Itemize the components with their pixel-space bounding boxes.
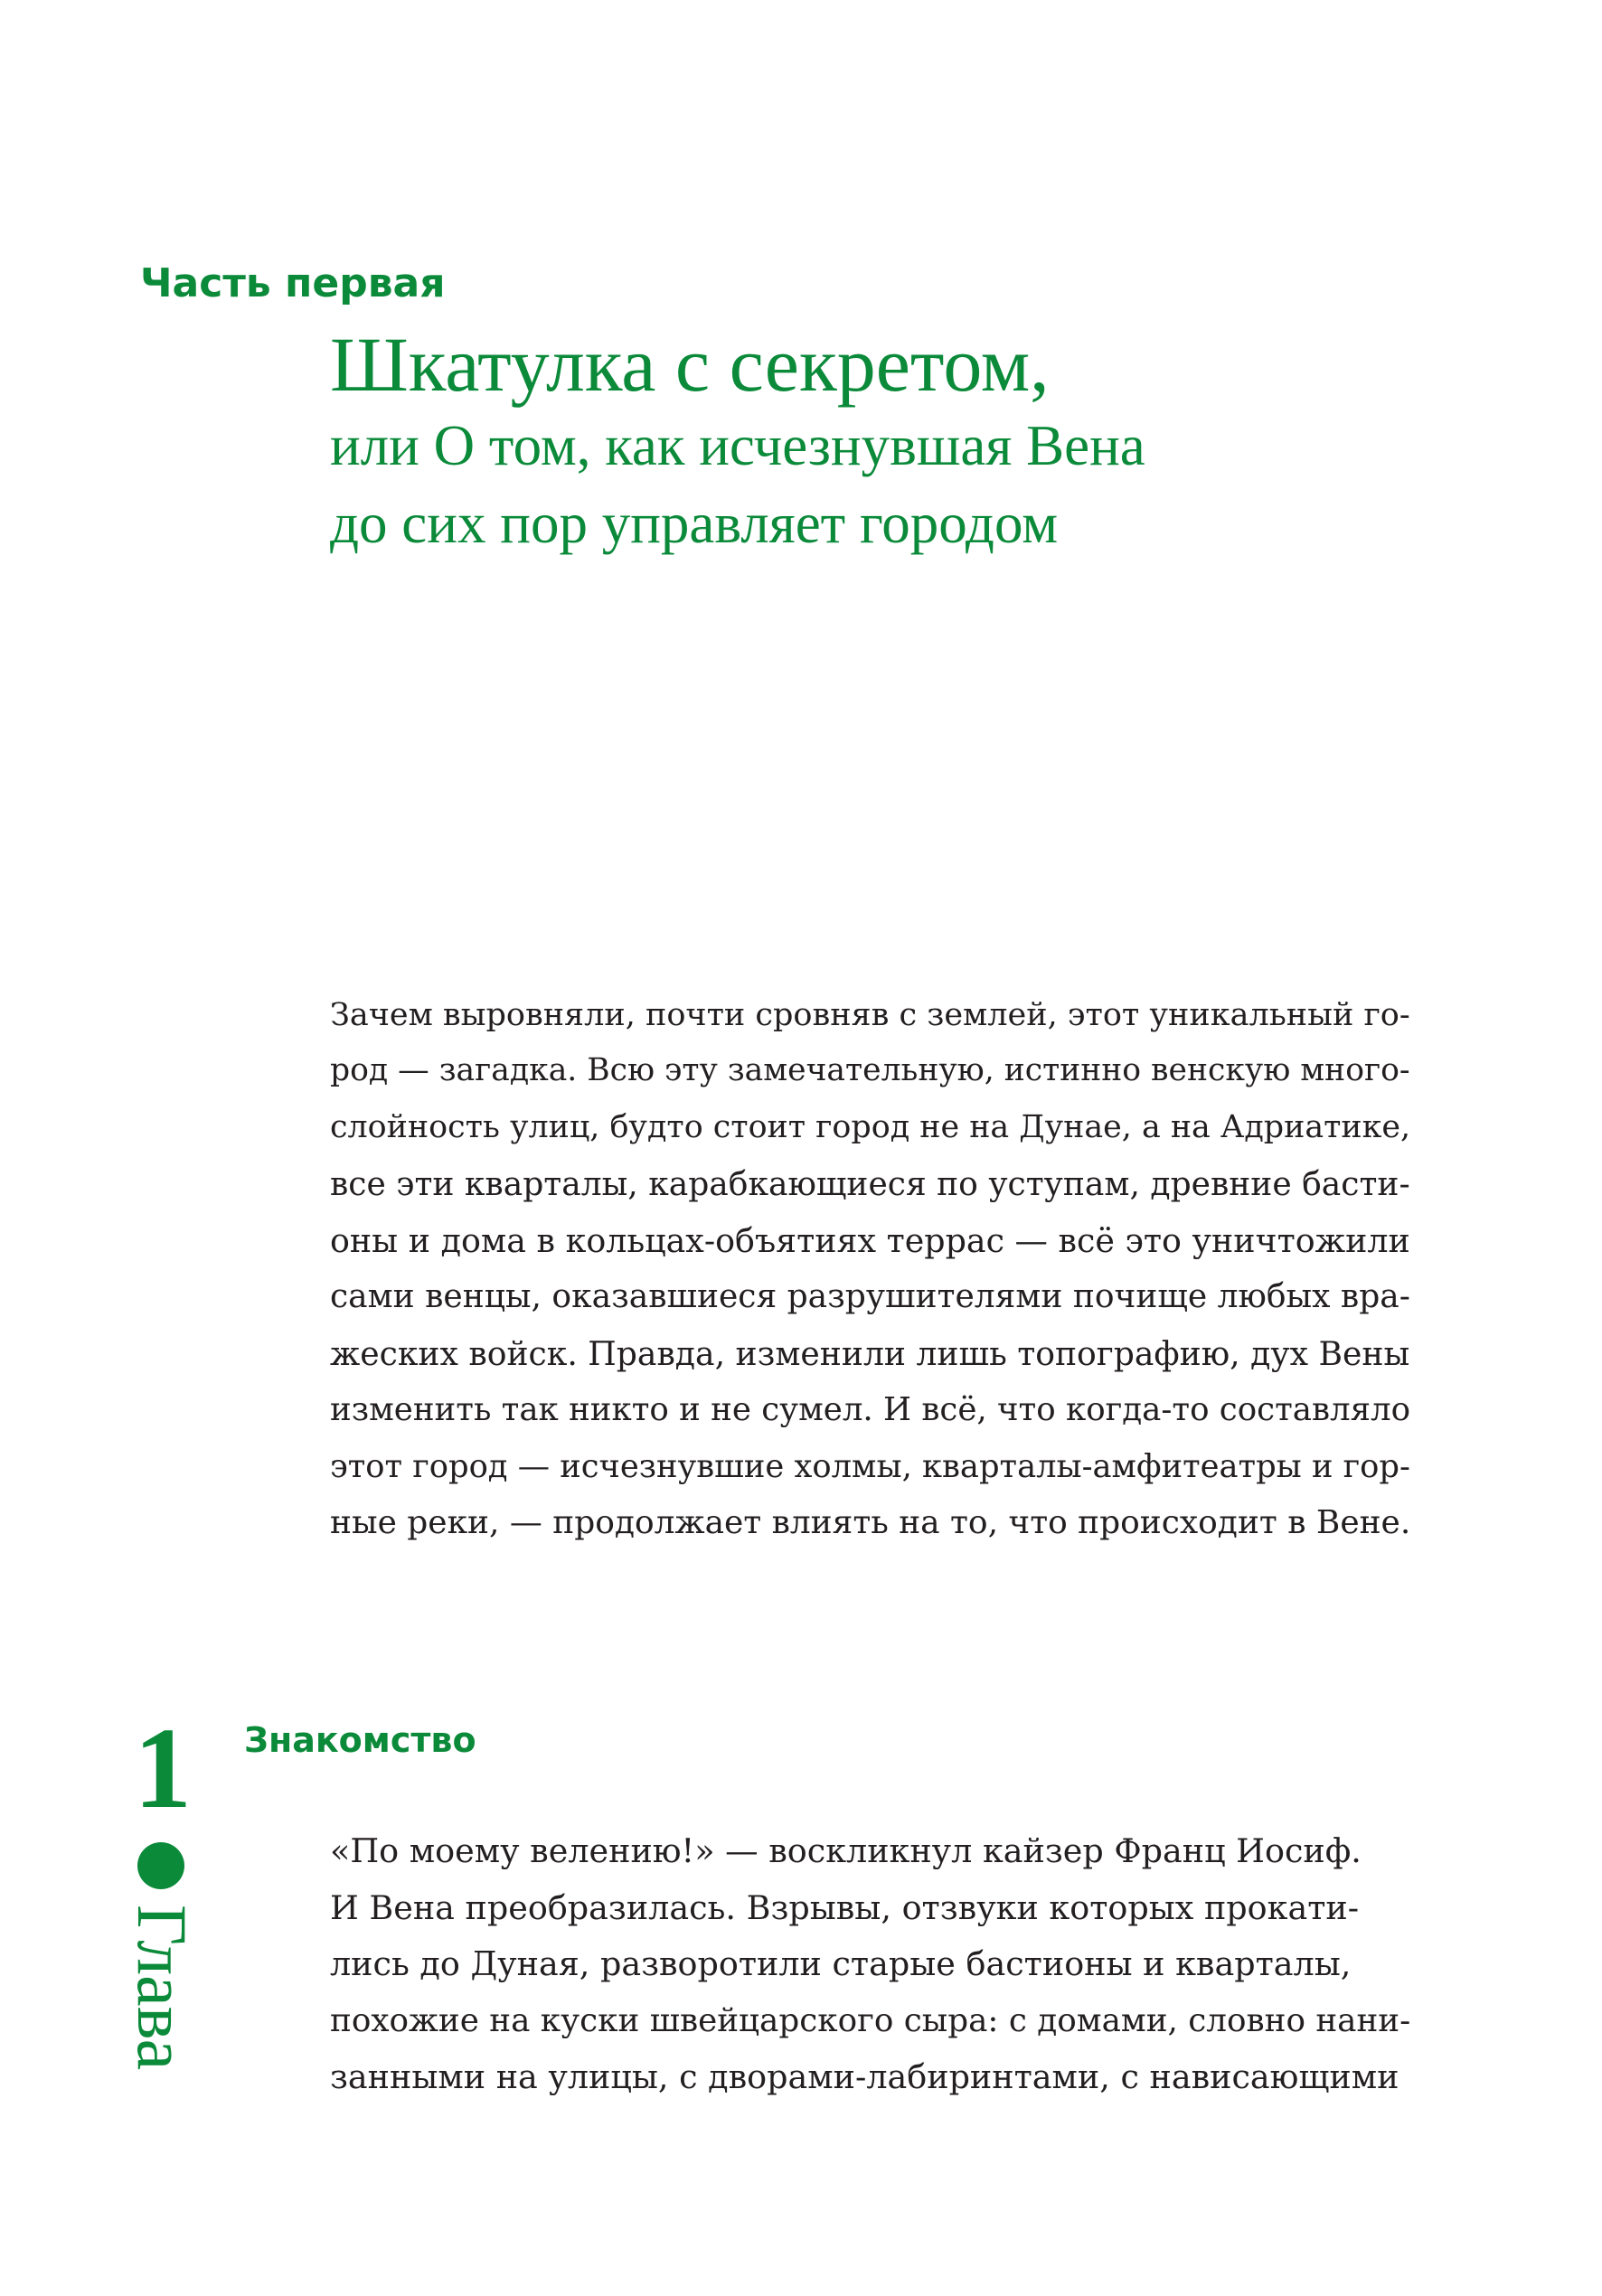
chapter-line: похожие на куски швейцарского сыра: с домами, словно нани- [330, 2002, 1411, 2039]
epigraph-line: сами венцы, оказавшиеся разрушителями почище любых вра- [330, 1278, 1410, 1315]
chapter-line: лись до Дуная, разворотили старые бастионы и кварталы, [330, 1944, 1352, 1983]
part-label: Часть первая [140, 260, 446, 306]
epigraph-line: род — загадка. Всю эту замечательную, истинно венскую много- [330, 1052, 1410, 1088]
chapter-number: 1 [134, 1704, 192, 1832]
epigraph-line: все эти кварталы, карабкающиеся по уступам, древние басти- [330, 1165, 1410, 1203]
epigraph-line: жеских войск. Правда, изменили лишь топографию, дух Вены [330, 1334, 1410, 1373]
bullet-dot-icon [137, 1842, 184, 1889]
epigraph-line: этот город — исчезнувшие холмы, кварталы-амфитеатры и гор- [330, 1448, 1410, 1485]
chapter-line: «По моему велению!» — воскликнул кайзер Франц Иосиф. [330, 1831, 1362, 1870]
part-subtitle-line: или О том, как исчезнувшая Вена [330, 414, 1145, 477]
epigraph-line: слойность улиц, будто стоит город не на Дунае, а на Адриатике, [330, 1109, 1411, 1145]
epigraph-line: Зачем выровняли, почти сровняв с землей, этот уникальный го- [330, 996, 1410, 1033]
part-subtitle-line: до сих пор управляет городом [330, 492, 1059, 555]
epigraph-line: ные реки, — продолжает влиять на то, что происходит в Вене. [330, 1504, 1411, 1541]
chapter-word: Глава [123, 1905, 202, 2071]
part-title: Шкатулка с секретом, [330, 321, 1050, 408]
epigraph-line: оны и дома в кольцах-объятиях террас — всё это уничтожили [330, 1221, 1410, 1260]
chapter-line: занными на улицы, с дворами-лабиринтами, с нависающими [330, 2057, 1399, 2096]
chapter-line: И Вена преобразилась. Взрывы, отзвуки которых прокати- [330, 1888, 1360, 1927]
epigraph-line: изменить так никто и не сумел. И всё, что когда-то составляло [330, 1391, 1411, 1428]
section-title: Знакомство [244, 1720, 476, 1760]
